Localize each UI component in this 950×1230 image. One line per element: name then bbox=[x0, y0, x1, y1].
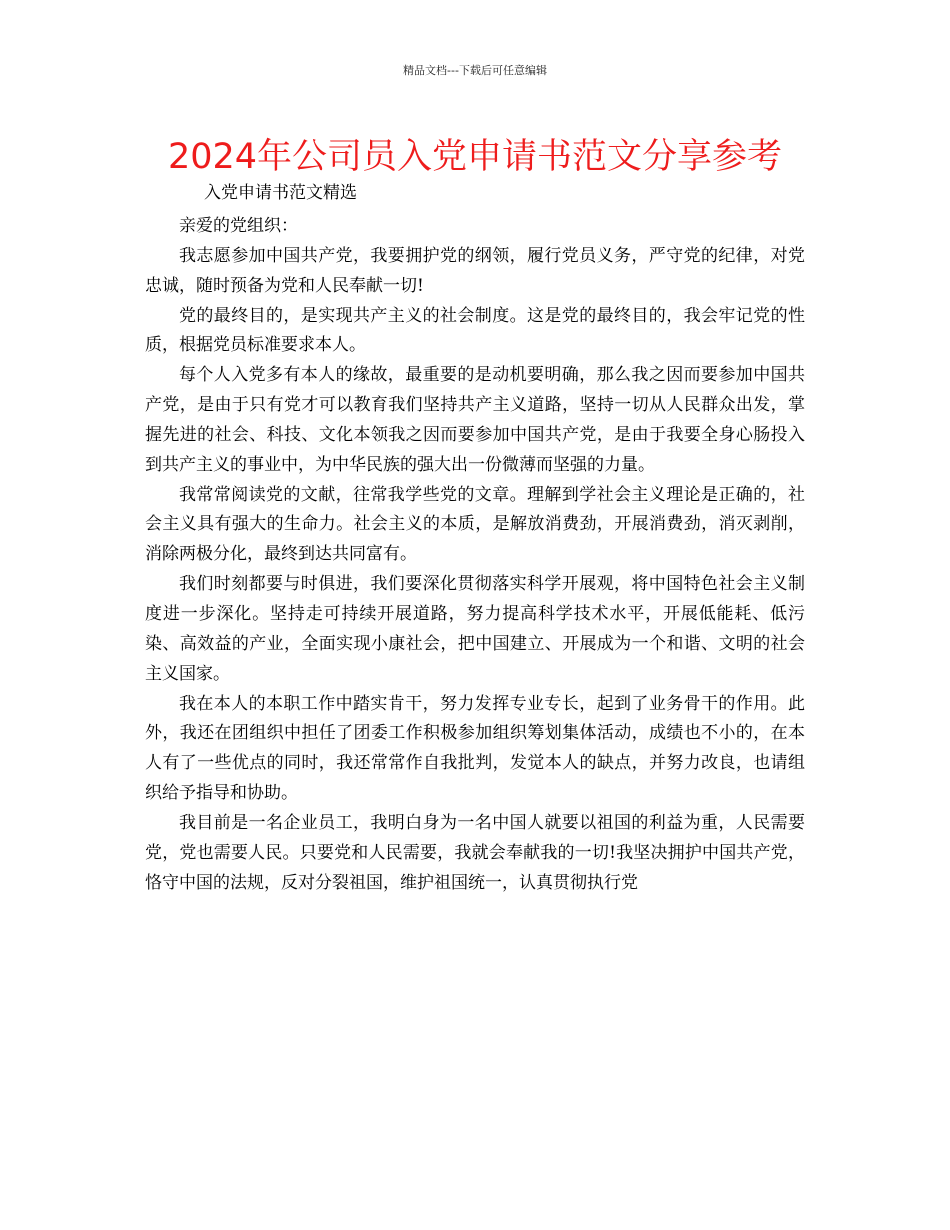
paragraph: 每个人入党多有本人的缘故，最重要的是动机要明确，那么我之因而要参加中国共产党，是由于只有党才可以教育我们坚持共产主义道路，坚持一切从人民群众出发，掌握先进的社会、科技、文化本领我之因而要参加中国共产党，是由于我要全身心肠投入到共产主义的事业中，为中华民族的强大出一份微薄而坚强的力量。 bbox=[145, 365, 805, 475]
document-subtitle: 入党申请书范文精选 bbox=[204, 183, 357, 203]
paragraph: 我目前是一名企业员工，我明白身为一名中国人就要以祖国的利益为重，人民需要党，党也需要人民。只要党和人民需要，我就会奉献我的一切!我坚决拥护中国共产党，恪守中国的法规，反对分裂祖国，维护祖国统一，认真贯彻执行党 bbox=[145, 812, 805, 893]
paragraph: 我常常阅读党的文献，往常我学些党的文章。理解到学社会主义理论是正确的，社会主义具有强大的生命力。社会主义的本质，是解放消费劲，开展消费劲，消灭剥削，消除两极分化，最终到达共同富有。 bbox=[145, 484, 805, 565]
paragraph: 我们时刻都要与时俱进，我们要深化贯彻落实科学开展观，将中国特色社会主义制度进一步深化。坚持走可持续开展道路，努力提高科学技术水平，开展低能耗、低污染、高效益的产业，全面实现小康社会，把中国建立、开展成为一个和谐、文明的社会主义国家。 bbox=[145, 574, 805, 684]
document-body bbox=[145, 212, 805, 898]
paragraph: 我在本人的本职工作中踏实肯干，努力发挥专业专长，起到了业务骨干的作用。此外，我还在团组织中担任了团委工作积极参加组织筹划集体活动，成绩也不小的，在本人有了一些优点的同时，我还常常作自我批判，发觉本人的缺点，并努力改良，也请组织给予指导和协助。 bbox=[145, 693, 805, 804]
header-note: 精品文档---下载后可任意编辑 bbox=[403, 64, 547, 77]
salutation: 亲爱的党组织： bbox=[179, 216, 298, 236]
paragraph: 我志愿参加中国共产党，我要拥护党的纲领，履行党员义务，严守党的纪律，对党忠诚，随时预备为党和人民奉献一切! bbox=[145, 245, 805, 296]
document-title: 2024年公司员入党申请书范文分享参考 bbox=[167, 137, 783, 177]
paragraph: 党的最终目的，是实现共产主义的社会制度。这是党的最终目的，我会牢记党的性质，根据党员标准要求本人。 bbox=[145, 305, 805, 356]
